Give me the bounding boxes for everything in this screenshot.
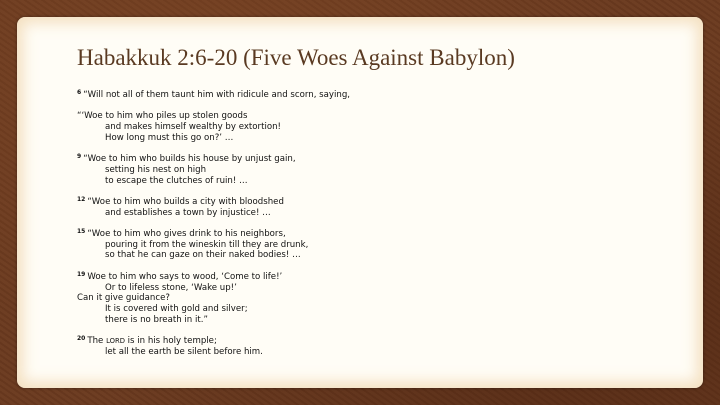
verse-6-intro <box>77 90 677 101</box>
verse-20 <box>77 336 677 357</box>
verse-15 <box>77 229 677 261</box>
slide-title: Habakkuk 2:6-20 (Five Woes Against Babylon) <box>77 45 515 70</box>
verse-line: “Will not all of them taunt him with ridicule and scorn, saying, <box>83 90 351 100</box>
verse-number: 12 <box>77 195 86 203</box>
verse-line: The <box>87 336 107 347</box>
verse-line: there is no breath in it.” <box>105 314 208 325</box>
verse-line: “Woe to him who gives drink to his neighbors, <box>87 229 286 240</box>
verse-line: How long must this go on?’ … <box>105 132 234 143</box>
verse-line: Or to lifeless stone, ‘Wake up!’ <box>105 282 237 293</box>
verse-line: is in his holy temple; <box>124 336 217 347</box>
verse-line: let all the earth be silent before him. <box>105 346 263 357</box>
verse-line: “Woe to him who builds a city with bloodshed <box>87 196 284 207</box>
verse-number: 9 <box>77 153 82 161</box>
verse-6-woe <box>77 111 677 143</box>
verse-line: Woe to him who says to wood, ‘Come to life!’ <box>87 271 283 282</box>
verse-line: and makes himself wealthy by extortion! <box>105 122 281 133</box>
verse-number: 6 <box>77 89 82 96</box>
verse-19 <box>77 272 677 326</box>
verse-number: 15 <box>77 228 86 236</box>
verse-line: setting his nest on high <box>105 164 207 175</box>
verse-line: so that he can gaze on their naked bodies! … <box>105 250 301 261</box>
verse-line: Can it give guidance? <box>77 293 170 304</box>
verse-line: “Woe to him who builds his house by unjust gain, <box>83 154 296 165</box>
slide <box>17 17 703 388</box>
verse-line: to escape the clutches of ruin! … <box>105 175 248 186</box>
lord-small-caps: LORD <box>106 337 125 346</box>
scripture-text <box>77 90 677 368</box>
verse-line: pouring it from the wineskin till they are drunk, <box>105 239 309 250</box>
verse-12 <box>77 197 677 218</box>
verse-line: and establishes a town by injustice! … <box>105 207 271 218</box>
verse-number: 19 <box>77 270 86 278</box>
verse-line: “‘Woe to him who piles up stolen goods <box>77 111 248 122</box>
verse-9 <box>77 154 677 186</box>
verse-line: It is covered with gold and silver; <box>105 303 248 314</box>
verse-number: 20 <box>77 335 86 343</box>
